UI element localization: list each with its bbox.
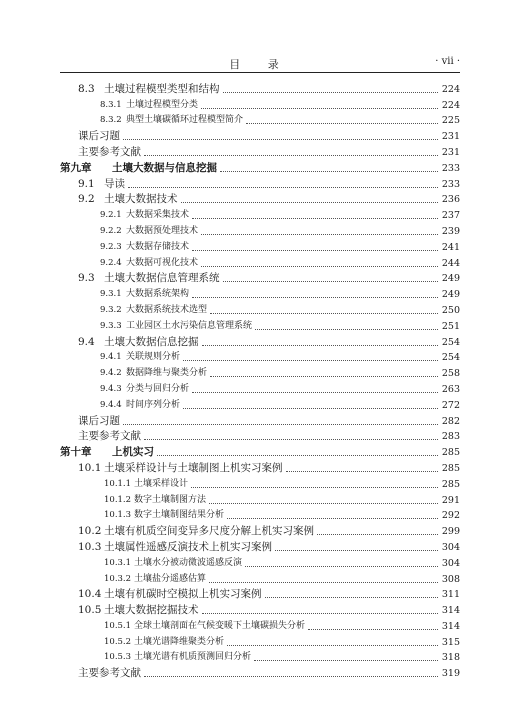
dot-leader [192, 391, 438, 393]
toc-entry-title: 分类与回归分析 [126, 383, 190, 394]
dot-leader [223, 280, 439, 282]
toc-entry-number: 第九章 [60, 161, 92, 174]
dot-leader [128, 186, 438, 188]
toc-entry-page: 233 [441, 178, 460, 190]
toc-entry[interactable] [60, 334, 460, 350]
toc-entry-title: 大数据系统架构 [126, 289, 190, 300]
toc-entry[interactable] [60, 207, 460, 223]
toc-entry-page: 315 [441, 636, 460, 648]
toc-entry-page: 285 [441, 478, 460, 490]
toc-entry-title: 全球土壤剖面在气候变暖下土壤碳损失分析 [134, 620, 306, 631]
toc-entry[interactable] [60, 413, 460, 429]
dot-leader [265, 596, 439, 598]
toc-entry-page: 285 [441, 447, 460, 459]
toc-entry-page: 239 [441, 225, 460, 237]
toc-entry-title: 土壤采样设计与土壤制图上机实习案例 [104, 461, 283, 474]
toc-entry-page: 241 [441, 241, 460, 253]
toc-entry-page: 225 [441, 115, 460, 127]
toc-entry-number: 10.1.2 [104, 494, 132, 505]
toc-entry[interactable] [60, 350, 460, 366]
toc-entry[interactable] [60, 365, 460, 381]
dot-leader [123, 138, 438, 140]
dot-leader [209, 581, 438, 583]
toc-entry[interactable] [60, 444, 460, 460]
dot-leader [210, 375, 438, 377]
toc-entry[interactable] [60, 539, 460, 555]
toc-entry-number: 9.2.4 [100, 257, 122, 268]
toc-entry-page: 311 [441, 589, 460, 601]
toc-entry-title: 土壤过程模型分类 [126, 99, 199, 110]
toc-entry-page: 283 [441, 431, 460, 443]
toc-entry-page: 304 [441, 557, 460, 569]
toc-entry-page: 314 [441, 605, 460, 617]
toc-entry-title: 数字土壤制图结果分析 [134, 510, 225, 521]
toc-entry-number: 9.3.2 [100, 304, 122, 315]
toc-entry-number: 9.4.2 [100, 368, 122, 379]
toc-entry-title: 主要参考文献 [78, 145, 141, 158]
toc-entry[interactable] [60, 239, 460, 255]
toc-entry-page: 263 [441, 383, 460, 395]
toc-entry-number: 10.4 [78, 588, 102, 601]
toc-entry-number: 10.5.3 [104, 652, 132, 663]
toc-entry-number: 10.1.1 [104, 478, 132, 489]
toc-entry-number: 10.1 [78, 461, 102, 474]
toc-entry-page: 285 [441, 462, 460, 474]
dot-leader [202, 344, 439, 346]
dot-leader [210, 312, 438, 314]
toc-entry-title: 主要参考文献 [78, 430, 141, 443]
toc-entry-number: 10.3.2 [104, 573, 132, 584]
toc-entry-title: 土壤水分被动微波遥感反演 [134, 557, 243, 568]
toc-entry-page: 304 [441, 541, 460, 553]
dot-leader [201, 107, 438, 109]
toc-entry[interactable] [60, 381, 460, 397]
dot-leader [191, 486, 438, 488]
dot-leader [144, 154, 438, 156]
toc-entry-page: 236 [441, 194, 460, 206]
toc-entry-title: 土壤盐分遥感估算 [134, 573, 207, 584]
dot-leader [183, 359, 438, 361]
toc-entry[interactable] [60, 81, 460, 97]
toc-entry-page: 258 [441, 368, 460, 380]
toc-entry-page: 231 [441, 146, 460, 158]
toc-entry-title: 土壤光谱降维聚类分析 [134, 636, 225, 647]
dot-leader [183, 407, 438, 409]
toc-entry[interactable] [60, 634, 460, 650]
toc-entry-number: 9.3.3 [100, 320, 122, 331]
toc-entry-title: 数据降维与聚类分析 [126, 368, 208, 379]
dot-leader [192, 296, 438, 298]
dot-leader [144, 675, 438, 677]
toc-entry[interactable] [60, 97, 460, 113]
toc-entry-title: 大数据可视化技术 [126, 257, 199, 268]
toc-entry-number: 10.3 [78, 540, 102, 553]
dot-leader [192, 249, 438, 251]
toc-entry-page: 292 [441, 510, 460, 522]
toc-entry[interactable] [60, 571, 460, 587]
toc-entry[interactable] [60, 302, 460, 318]
toc-entry-page: 237 [441, 210, 460, 222]
dot-leader [275, 549, 438, 551]
dot-leader [255, 328, 438, 330]
toc-entry-title: 土壤采样设计 [134, 478, 189, 489]
toc-entry-number: 10.5.2 [104, 636, 132, 647]
toc-entry-number: 10.5 [78, 604, 102, 617]
dot-leader [223, 91, 439, 93]
toc-entry[interactable] [60, 555, 460, 571]
toc-entry-page: 224 [441, 99, 460, 111]
toc-entry-title: 课后习题 [78, 130, 120, 143]
toc-entry-number: 9.1 [78, 177, 95, 190]
toc-entry[interactable] [60, 429, 460, 445]
toc-entry[interactable] [60, 665, 460, 681]
toc-entry[interactable] [60, 618, 460, 634]
dot-leader [245, 565, 438, 567]
toc-entry[interactable] [60, 286, 460, 302]
toc-entry[interactable] [60, 523, 460, 539]
toc-entry-number: 10.1.3 [104, 510, 132, 521]
toc-entry-page: 308 [441, 573, 460, 585]
toc-entry[interactable] [60, 508, 460, 524]
toc-entry-page: 250 [441, 304, 460, 316]
toc-entry[interactable] [60, 492, 460, 508]
toc-entry[interactable] [60, 602, 460, 618]
toc-entry-page: 224 [441, 83, 460, 95]
toc-entry-title: 大数据存储技术 [126, 241, 190, 252]
toc-entry-page: 244 [441, 257, 460, 269]
toc-entry[interactable] [60, 144, 460, 160]
toc-entry-title: 关联规则分析 [126, 352, 181, 363]
toc-entry-page: 319 [441, 668, 460, 680]
toc-entry[interactable] [60, 176, 460, 192]
dot-leader [308, 628, 438, 630]
toc-entry-page: 249 [441, 289, 460, 301]
toc-entry[interactable] [60, 113, 460, 129]
dot-leader [246, 122, 438, 124]
toc-entry-title: 工业园区土水污染信息管理系统 [126, 320, 253, 331]
toc-entry-title: 数字土壤制图方法 [134, 494, 207, 505]
toc-entry-title: 大数据预处理技术 [126, 225, 199, 236]
toc-entry-title: 大数据采集技术 [126, 210, 190, 221]
toc-entry-number: 第十章 [60, 446, 92, 459]
toc-entry-title: 主要参考文献 [78, 667, 141, 680]
toc-entry-page: 233 [441, 162, 460, 174]
toc-entry-number: 9.4.1 [100, 352, 122, 363]
toc-entry-number: 9.2.3 [100, 241, 122, 252]
toc-entry-title: 导读 [104, 177, 125, 190]
toc-entry[interactable] [60, 271, 460, 287]
toc-entry[interactable] [60, 587, 460, 603]
toc-entry-page: 282 [441, 415, 460, 427]
page-number: · vii · [435, 56, 460, 67]
dot-leader [144, 438, 438, 440]
toc-entry-number: 9.3.1 [100, 289, 122, 300]
toc-entry-page: 254 [441, 352, 460, 364]
dot-leader [157, 454, 438, 456]
toc-entry-page: 254 [441, 336, 460, 348]
table-of-contents [60, 81, 460, 681]
toc-entry-title: 土壤大数据信息挖掘 [104, 335, 199, 348]
toc-entry-title: 土壤大数据挖掘技术 [104, 604, 199, 617]
dot-leader [181, 201, 439, 203]
dot-leader [202, 612, 439, 614]
dot-leader [192, 217, 438, 219]
toc-entry[interactable] [60, 192, 460, 208]
header-title: 目 录 [229, 58, 291, 71]
dot-leader [201, 265, 438, 267]
toc-entry[interactable] [60, 650, 460, 666]
toc-entry-title: 土壤光谱有机质预测回归分析 [134, 652, 252, 663]
dot-leader [227, 644, 438, 646]
toc-entry-title: 土壤大数据信息管理系统 [104, 272, 220, 285]
running-header [60, 56, 460, 73]
toc-entry-page: 249 [441, 273, 460, 285]
dot-leader [254, 659, 438, 661]
toc-entry-number: 10.2 [78, 525, 102, 538]
toc-entry[interactable] [60, 128, 460, 144]
toc-entry-page: 231 [441, 131, 460, 143]
toc-entry[interactable] [60, 476, 460, 492]
dot-leader [123, 423, 438, 425]
toc-entry[interactable] [60, 460, 460, 476]
toc-entry-title: 土壤有机质空间变异多尺度分解上机实习案例 [104, 525, 314, 538]
toc-entry-number: 9.4.4 [100, 399, 122, 410]
dot-leader [201, 233, 438, 235]
toc-entry-page: 314 [441, 620, 460, 632]
toc-entry-number: 10.3.1 [104, 557, 132, 568]
toc-entry-title: 时间序列分析 [126, 399, 181, 410]
toc-entry[interactable] [60, 223, 460, 239]
dot-leader [209, 502, 438, 504]
toc-entry-number: 9.2 [78, 193, 95, 206]
toc-entry[interactable] [60, 318, 460, 334]
toc-entry-title: 土壤有机碳时空模拟上机实习案例 [104, 588, 262, 601]
toc-entry-number: 9.3 [78, 272, 95, 285]
toc-entry-title: 典型土壤碳循环过程模型简介 [126, 115, 244, 126]
toc-entry-title: 上机实习 [112, 446, 154, 459]
toc-entry-page: 299 [441, 526, 460, 538]
toc-entry-number: 9.4.3 [100, 383, 122, 394]
toc-entry-number: 9.2.1 [100, 210, 122, 221]
toc-entry-number: 8.3.2 [100, 115, 122, 126]
toc-entry-title: 土壤属性遥感反演技术上机实习案例 [104, 540, 272, 553]
toc-entry-page: 251 [441, 320, 460, 332]
dot-leader [227, 517, 438, 519]
toc-entry-number: 9.2.2 [100, 225, 122, 236]
dot-leader [286, 470, 439, 472]
dot-leader [220, 170, 438, 172]
toc-entry-number: 8.3 [78, 82, 95, 95]
toc-entry-page: 291 [441, 494, 460, 506]
toc-entry-page: 318 [441, 652, 460, 664]
dot-leader [317, 533, 438, 535]
toc-entry-title: 土壤大数据与信息挖掘 [112, 161, 217, 174]
toc-entry-title: 土壤大数据技术 [104, 193, 178, 206]
toc-entry-title: 课后习题 [78, 414, 120, 427]
toc-entry-number: 10.5.1 [104, 620, 132, 631]
toc-entry[interactable] [60, 397, 460, 413]
toc-entry-number: 9.4 [78, 335, 95, 348]
toc-entry[interactable] [60, 160, 460, 176]
toc-entry-title: 大数据系统技术选型 [126, 304, 208, 315]
toc-entry-number: 8.3.1 [100, 99, 122, 110]
toc-entry[interactable] [60, 255, 460, 271]
toc-entry-page: 272 [441, 399, 460, 411]
toc-entry-title: 土壤过程模型类型和结构 [104, 82, 220, 95]
